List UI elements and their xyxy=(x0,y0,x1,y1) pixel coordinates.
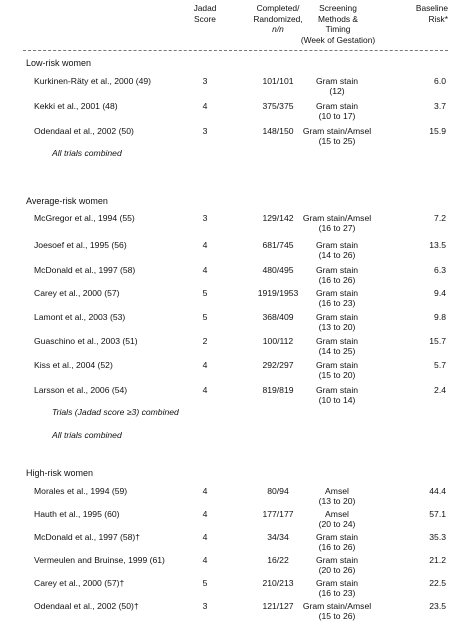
study-cell: Kekki et al., 2001 (48) xyxy=(34,101,118,111)
baseline-risk-cell: 21.2 xyxy=(429,555,446,565)
method-text: Amsel xyxy=(325,509,349,519)
study-cell: Larsson et al., 2006 (54) xyxy=(34,385,128,395)
table-row xyxy=(0,601,452,627)
baseline-risk-cell: 15.7 xyxy=(429,336,446,346)
baseline-risk-cell: 6.3 xyxy=(434,265,446,275)
timing-text: (15 to 20) xyxy=(318,370,356,381)
screening-method-cell xyxy=(292,601,382,622)
timing-text: (16 to 26) xyxy=(318,275,356,286)
timing-text: (15 to 25) xyxy=(318,136,356,147)
study-cell: Kiss et al., 2004 (52) xyxy=(34,360,113,370)
baseline-risk-cell: 9.4 xyxy=(434,288,446,298)
jadad-score-cell: 4 xyxy=(202,555,208,565)
completed-randomized-cell: 34/34 xyxy=(267,532,289,542)
baseline-risk-cell: 44.4 xyxy=(429,486,446,496)
baseline-risk-cell: 35.3 xyxy=(429,532,446,542)
completed-randomized-cell: 148/150 xyxy=(262,126,294,136)
section-title: Average-risk women xyxy=(26,196,108,206)
header-line: Timing xyxy=(325,24,351,35)
jadad-score-cell: 3 xyxy=(202,126,208,136)
jadad-score-cell: 3 xyxy=(202,601,208,611)
jadad-score-cell: 3 xyxy=(202,213,208,223)
header-line: n/n xyxy=(272,24,284,35)
jadad-score-header xyxy=(188,3,222,24)
timing-text: (16 to 23) xyxy=(318,298,356,309)
header-line: Methods & xyxy=(317,13,359,24)
screening-method-cell xyxy=(292,213,382,234)
study-cell: Odendaal et al., 2002 (50)† xyxy=(34,601,139,611)
study-cell: Lamont et al., 2003 (53) xyxy=(34,312,126,322)
method-text: Gram stain xyxy=(315,76,359,86)
completed-randomized-cell: 121/127 xyxy=(262,601,294,611)
method-text: Gram stain xyxy=(315,578,359,588)
jadad-score-cell: 4 xyxy=(202,101,208,111)
screening-method-cell xyxy=(292,265,382,286)
study-cell: Odendaal et al., 2002 (50) xyxy=(34,126,134,136)
baseline-risk-cell: 5.7 xyxy=(434,360,446,370)
completed-randomized-cell: 16/22 xyxy=(267,555,289,565)
jadad-score-cell: 2 xyxy=(202,336,208,346)
jadad-score-cell: 4 xyxy=(202,360,208,370)
screening-method-cell xyxy=(292,486,382,507)
screening-method-cell xyxy=(292,288,382,309)
jadad-score-cell: 4 xyxy=(202,265,208,275)
table-row xyxy=(0,336,452,362)
completed-randomized-cell: 819/819 xyxy=(262,385,294,395)
method-text: Gram stain/Amsel xyxy=(302,213,372,223)
combined-row-label: All trials combined xyxy=(52,430,122,440)
study-cell: Joesoef et al., 1995 (56) xyxy=(34,240,127,250)
method-text: Gram stain xyxy=(315,360,359,370)
completed-randomized-cell: 292/297 xyxy=(262,360,294,370)
screening-method-cell xyxy=(292,385,382,406)
screening-method-cell xyxy=(292,509,382,530)
completed-randomized-cell: 210/213 xyxy=(262,578,294,588)
study-cell: Carey et al., 2000 (57) xyxy=(34,288,120,298)
baseline-risk-cell: 2.4 xyxy=(434,385,446,395)
method-text: Gram stain xyxy=(315,532,359,542)
baseline-risk-header xyxy=(404,3,448,24)
timing-text: (16 to 23) xyxy=(318,588,356,599)
completed-randomized-cell: 681/745 xyxy=(262,240,294,250)
screening-method-cell xyxy=(292,578,382,599)
method-text: Gram stain xyxy=(315,101,359,111)
jadad-score-cell: 4 xyxy=(202,240,208,250)
table-row xyxy=(0,312,452,338)
baseline-risk-cell: 57.1 xyxy=(429,509,446,519)
timing-text: (10 to 17) xyxy=(318,111,356,122)
completed-randomized-cell: 177/177 xyxy=(262,509,294,519)
jadad-score-cell: 5 xyxy=(202,312,208,322)
header-line: Jadad xyxy=(193,3,217,13)
combined-row-label: All trials combined xyxy=(52,148,122,158)
study-cell: Hauth et al., 1995 (60) xyxy=(34,509,120,519)
combined-row-label: Trials (Jadad score ≥3) combined xyxy=(52,407,179,417)
completed-randomized-cell: 129/142 xyxy=(262,213,294,223)
timing-text: (13 to 20) xyxy=(318,322,356,333)
screening-method-cell xyxy=(292,336,382,357)
timing-text: (15 to 26) xyxy=(318,611,356,622)
baseline-risk-cell: 23.5 xyxy=(429,601,446,611)
timing-text: (16 to 27) xyxy=(318,223,356,234)
jadad-score-cell: 4 xyxy=(202,509,208,519)
table-row xyxy=(0,213,452,239)
table-row xyxy=(0,76,452,102)
timing-text: (20 to 26) xyxy=(318,565,356,576)
section-title: Low-risk women xyxy=(26,58,92,68)
screening-method-cell xyxy=(292,126,382,147)
screening-method-cell xyxy=(292,240,382,261)
timing-text: (14 to 25) xyxy=(318,346,356,357)
completed-randomized-cell: 1919/1953 xyxy=(257,288,299,298)
study-cell: Carey et al., 2000 (57)† xyxy=(34,578,125,588)
header-line: Randomized, xyxy=(253,13,303,24)
jadad-score-cell: 4 xyxy=(202,486,208,496)
baseline-risk-cell: 13.5 xyxy=(429,240,446,250)
method-text: Gram stain/Amsel xyxy=(302,601,372,611)
method-text: Gram stain xyxy=(315,385,359,395)
study-cell: Kurkinen-Räty et al., 2000 (49) xyxy=(34,76,152,86)
jadad-score-cell: 4 xyxy=(202,385,208,395)
header-line: Baseline xyxy=(415,3,448,13)
completed-randomized-cell: 100/112 xyxy=(262,336,294,346)
screening-method-cell xyxy=(292,76,382,97)
timing-text: (16 to 26) xyxy=(318,542,356,553)
completed-randomized-cell: 101/101 xyxy=(262,76,294,86)
method-text: Amsel xyxy=(325,486,349,496)
study-cell: Guaschino et al., 2003 (51) xyxy=(34,336,138,346)
method-text: Gram stain xyxy=(315,265,359,275)
screening-method-cell xyxy=(292,360,382,381)
timing-text: (13 to 20) xyxy=(318,496,356,507)
screening-method-cell xyxy=(292,555,382,576)
jadad-score-cell: 5 xyxy=(202,578,208,588)
study-cell: McDonald et al., 1997 (58) xyxy=(34,265,136,275)
completed-randomized-cell: 375/375 xyxy=(262,101,294,111)
header-line: (Week of Gestation) xyxy=(300,34,376,45)
baseline-risk-cell: 6.0 xyxy=(434,76,446,86)
jadad-score-cell: 5 xyxy=(202,288,208,298)
study-cell: McDonald et al., 1997 (58)† xyxy=(34,532,141,542)
method-text: Gram stain xyxy=(315,555,359,565)
study-cell: Morales et al., 1994 (59) xyxy=(34,486,128,496)
screening-methods-header xyxy=(290,3,386,45)
timing-text: (12) xyxy=(329,86,345,97)
header-line: Risk* xyxy=(428,13,448,24)
study-cell: McGregor et al., 1994 (55) xyxy=(34,213,135,223)
table-row xyxy=(0,360,452,386)
baseline-risk-cell: 3.7 xyxy=(434,101,446,111)
completed-randomized-cell: 80/94 xyxy=(267,486,289,496)
header-line: Score xyxy=(194,13,216,24)
method-text: Gram stain xyxy=(315,240,359,250)
timing-text: (14 to 26) xyxy=(318,250,356,261)
header-rule xyxy=(23,50,448,51)
method-text: Gram stain xyxy=(315,312,359,322)
completed-randomized-cell: 480/495 xyxy=(262,265,294,275)
method-text: Gram stain xyxy=(315,336,359,346)
timing-text: (20 to 24) xyxy=(318,519,356,530)
screening-method-cell xyxy=(292,532,382,553)
table-row xyxy=(0,240,452,266)
baseline-risk-cell: 9.8 xyxy=(434,312,446,322)
method-text: Gram stain/Amsel xyxy=(302,126,372,136)
section-title: High-risk women xyxy=(26,468,94,478)
timing-text: (10 to 14) xyxy=(318,395,356,406)
baseline-risk-cell: 15.9 xyxy=(429,126,446,136)
table-row xyxy=(0,288,452,314)
jadad-score-cell: 4 xyxy=(202,532,208,542)
jadad-score-cell: 3 xyxy=(202,76,208,86)
baseline-risk-cell: 22.5 xyxy=(429,578,446,588)
header-line: Completed/ xyxy=(256,3,300,13)
baseline-risk-cell: 7.2 xyxy=(434,213,446,223)
completed-randomized-cell: 368/409 xyxy=(262,312,294,322)
screening-method-cell xyxy=(292,312,382,333)
header-line: Screening xyxy=(319,3,357,13)
method-text: Gram stain xyxy=(315,288,359,298)
table-row xyxy=(0,101,452,127)
study-cell: Vermeulen and Bruinse, 1999 (61) xyxy=(34,555,165,565)
screening-method-cell xyxy=(292,101,382,122)
